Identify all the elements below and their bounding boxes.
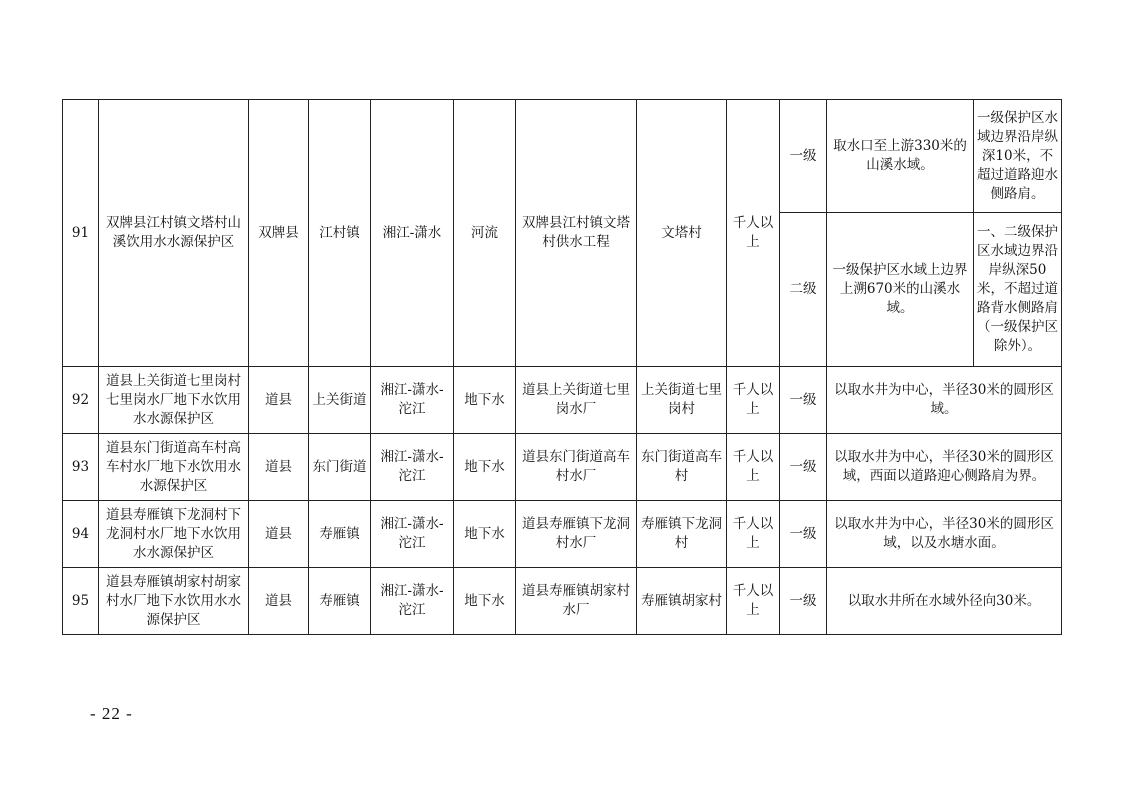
table-row xyxy=(63,568,1062,635)
river-basin: 湘江-潇水-沱江 xyxy=(371,501,454,568)
water-project: 道县东门街道高车村水厂 xyxy=(516,434,637,501)
county: 道县 xyxy=(249,367,309,434)
protection-level: 一级 xyxy=(780,501,827,568)
source-name: 道县寿雁镇胡家村胡家村水厂地下水饮用水水源保护区 xyxy=(99,568,249,635)
county: 道县 xyxy=(249,568,309,635)
source-type: 地下水 xyxy=(454,434,516,501)
supply-village: 上关街道七里岗村 xyxy=(637,367,727,434)
protection-level: 一级 xyxy=(780,367,827,434)
table-row xyxy=(63,434,1062,501)
county: 双牌县 xyxy=(249,100,309,367)
row-number: 93 xyxy=(63,434,99,501)
water-project: 道县寿雁镇胡家村水厂 xyxy=(516,568,637,635)
table-row xyxy=(63,501,1062,568)
supply-scale: 千人以上 xyxy=(727,100,780,367)
supply-scale: 千人以上 xyxy=(727,568,780,635)
protection-scope: 以取水井为中心，半径30米的圆形区域，以及水塘水面。 xyxy=(827,501,1062,568)
river-basin: 湘江-潇水 xyxy=(371,100,454,367)
row-number: 91 xyxy=(63,100,99,367)
town: 寿雁镇 xyxy=(309,568,371,635)
town: 寿雁镇 xyxy=(309,501,371,568)
table-row xyxy=(63,100,1062,213)
supply-village: 寿雁镇下龙洞村 xyxy=(637,501,727,568)
protection-level: 一级 xyxy=(780,434,827,501)
source-name: 双牌县江村镇文塔村山溪饮用水水源保护区 xyxy=(99,100,249,367)
supply-village: 寿雁镇胡家村 xyxy=(637,568,727,635)
protection-scope: 以取水井为中心，半径30米的圆形区域。 xyxy=(827,367,1062,434)
land-area-scope: 一级保护区水域边界沿岸纵深10米，不超过道路迎水侧路肩。 xyxy=(974,100,1062,213)
water-source-table xyxy=(62,99,1062,635)
table-row xyxy=(63,367,1062,434)
source-type: 地下水 xyxy=(454,501,516,568)
source-type: 地下水 xyxy=(454,568,516,635)
protection-scope: 以取水井所在水域外径向30米。 xyxy=(827,568,1062,635)
town: 东门街道 xyxy=(309,434,371,501)
source-name: 道县寿雁镇下龙洞村下龙洞村水厂地下水饮用水水源保护区 xyxy=(99,501,249,568)
river-basin: 湘江-潇水-沱江 xyxy=(371,434,454,501)
water-project: 双牌县江村镇文塔村供水工程 xyxy=(516,100,637,367)
row-number: 92 xyxy=(63,367,99,434)
source-type: 河流 xyxy=(454,100,516,367)
water-area-scope: 取水口至上游330米的山溪水域。 xyxy=(827,100,974,213)
town: 江村镇 xyxy=(309,100,371,367)
water-project: 道县寿雁镇下龙洞村水厂 xyxy=(516,501,637,568)
supply-village: 东门街道高车村 xyxy=(637,434,727,501)
land-area-scope: 一、二级保护区水域边界沿岸纵深50米，不超过道路背水侧路肩（一级保护区除外）。 xyxy=(974,213,1062,367)
river-basin: 湘江-潇水-沱江 xyxy=(371,568,454,635)
water-project: 道县上关街道七里岗水厂 xyxy=(516,367,637,434)
page-number: - 22 - xyxy=(90,704,133,723)
county: 道县 xyxy=(249,501,309,568)
protection-level: 二级 xyxy=(780,213,827,367)
supply-scale: 千人以上 xyxy=(727,367,780,434)
protection-level: 一级 xyxy=(780,100,827,213)
river-basin: 湘江-潇水-沱江 xyxy=(371,367,454,434)
supply-scale: 千人以上 xyxy=(727,501,780,568)
source-name: 道县东门街道高车村高车村水厂地下水饮用水水源保护区 xyxy=(99,434,249,501)
source-name: 道县上关街道七里岗村七里岗水厂地下水饮用水水源保护区 xyxy=(99,367,249,434)
county: 道县 xyxy=(249,434,309,501)
supply-village: 文塔村 xyxy=(637,100,727,367)
town: 上关街道 xyxy=(309,367,371,434)
protection-level: 一级 xyxy=(780,568,827,635)
row-number: 94 xyxy=(63,501,99,568)
row-number: 95 xyxy=(63,568,99,635)
protection-scope: 以取水井为中心，半径30米的圆形区域，西面以道路迎心侧路肩为界。 xyxy=(827,434,1062,501)
supply-scale: 千人以上 xyxy=(727,434,780,501)
source-type: 地下水 xyxy=(454,367,516,434)
water-area-scope: 一级保护区水域上边界上溯670米的山溪水域。 xyxy=(827,213,974,367)
